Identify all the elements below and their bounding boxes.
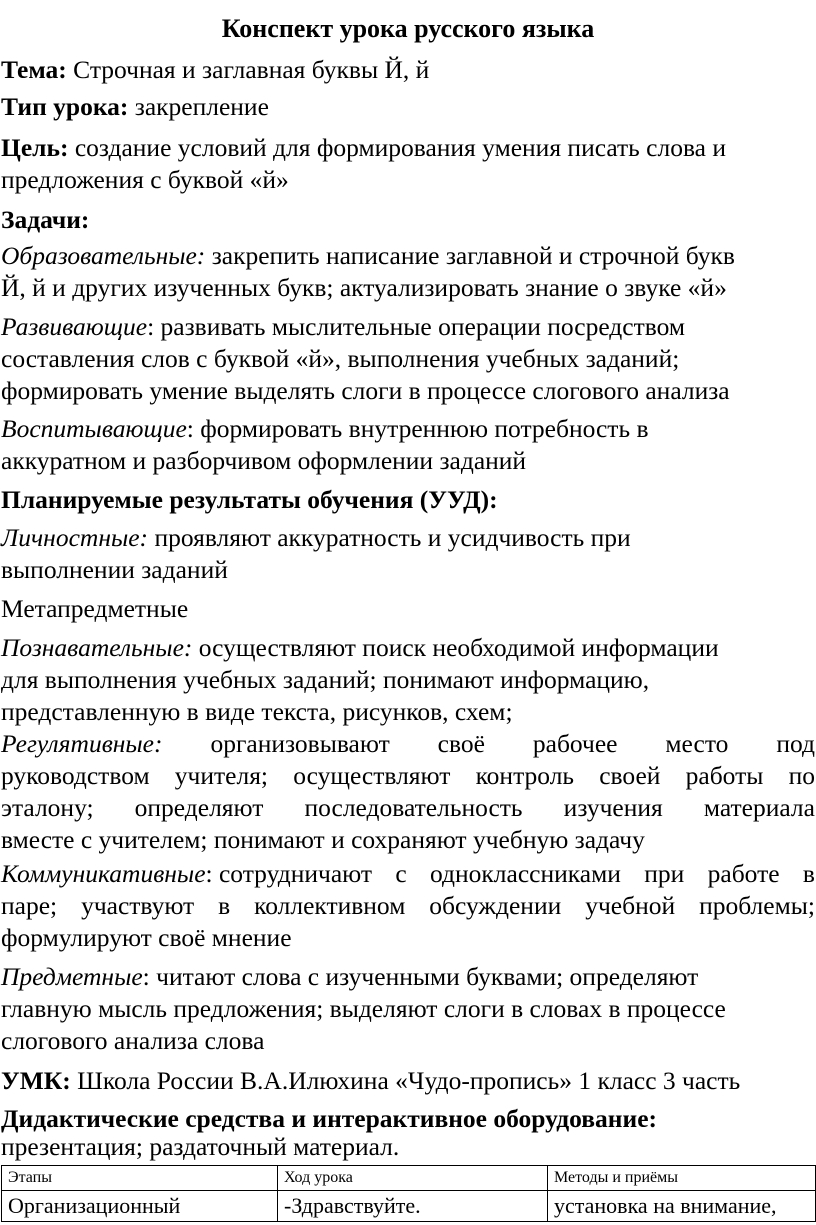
communicative-word: участвуют: [81, 891, 195, 920]
communicative-word: : сотрудничают: [205, 859, 373, 888]
lesson-type-line: [1, 91, 269, 123]
communicative-word: с: [395, 859, 407, 888]
umk-label: УМК:: [1, 1066, 71, 1095]
topic-text: Строчная и заглавная буквы Й, й: [66, 55, 430, 84]
regulatory-word: организовывают: [210, 729, 390, 758]
regulatory-word: под: [776, 729, 815, 758]
regulatory-word: контроль: [475, 761, 575, 790]
communicative-word: обсуждении: [429, 891, 562, 920]
regulatory-line-2: [1, 760, 815, 792]
topic-label: Тема:: [1, 55, 67, 84]
communicative-word: проблемы;: [699, 891, 815, 920]
regulatory-line-1: [1, 728, 815, 760]
table-cell: Организационный: [2, 1191, 278, 1222]
communicative-word: при: [644, 859, 685, 888]
personal-line-1: [1, 522, 631, 554]
regulatory-word: рабочее: [532, 729, 618, 758]
subject-line-3: слогового анализа слова: [1, 1026, 265, 1055]
regulatory-word: своё: [437, 729, 485, 758]
educational-line-1: [1, 240, 735, 272]
cognitive-text-1: осуществляют поиск необходимой информации: [192, 633, 719, 662]
goal-text-1: создание условий для формирования умения писать слова и: [68, 133, 726, 162]
goal-line-2: предложения с буквой «й»: [1, 165, 289, 194]
goal-label: Цель:: [1, 133, 69, 162]
developing-text-1: : развивать мыслительные операции посредством: [147, 312, 686, 341]
educational-label: Образовательные:: [1, 241, 206, 270]
subject-line-1: [1, 961, 698, 993]
cognitive-line-1: [1, 632, 719, 664]
upbringing-line-1: [1, 413, 649, 445]
communicative-line-3: формулируют своё мнение: [1, 923, 292, 952]
regulatory-line-3: [1, 792, 815, 824]
subject-label: Предметные: [1, 962, 143, 991]
regulatory-word: по: [788, 761, 815, 790]
table-cell: установка на внимание,: [548, 1191, 816, 1222]
table-cell: -Здравствуйте.: [278, 1191, 548, 1222]
results-heading: Планируемые результаты обучения (УУД):: [1, 485, 498, 514]
communicative-label: Коммуникативные: [1, 859, 206, 888]
table-header-row: [2, 1166, 816, 1191]
educational-text-1: закрепить написание заглавной и строчной букв: [205, 241, 735, 270]
regulatory-word: место: [665, 729, 729, 758]
regulatory-word: изучения: [563, 793, 663, 822]
personal-text-1: проявляют аккуратность и усидчивость при: [148, 523, 631, 552]
communicative-word: в: [802, 859, 815, 888]
goal-line-1: [1, 132, 726, 164]
communicative-word: работе: [707, 859, 780, 888]
subject-line-2: главную мысль предложения; выделяют слоги в словах в процессе: [1, 994, 726, 1023]
cognitive-label: Познавательные:: [1, 633, 193, 662]
lesson-table: [1, 1165, 816, 1222]
personal-label: Личностные:: [1, 523, 149, 552]
communicative-first: [1, 858, 372, 890]
umk-line: [1, 1065, 740, 1097]
tasks-heading: Задачи:: [1, 205, 90, 234]
regulatory-word: работы: [685, 761, 764, 790]
communicative-word: паре;: [1, 891, 58, 920]
developing-line-2: составления слов с буквой «й», выполнения учебных заданий;: [1, 344, 680, 373]
regulatory-line-4: вместе с учителем; понимают и сохраняют учебную задачу: [1, 825, 645, 854]
metasubject-heading: Метапредметные: [1, 594, 189, 623]
table-row: [2, 1191, 816, 1222]
cognitive-line-2: для выполнения учебных заданий; понимают информацию,: [1, 665, 650, 694]
communicative-line-2: [1, 890, 815, 922]
developing-line-1: [1, 311, 685, 343]
communicative-word: одноклассниками: [430, 859, 621, 888]
table-header-course: Ход урока: [278, 1166, 548, 1191]
communicative-word: коллективном: [254, 891, 406, 920]
upbringing-line-2: аккуратном и разборчивом оформлении заданий: [1, 446, 527, 475]
table-header-methods: Методы и приёмы: [548, 1166, 816, 1191]
cognitive-line-3: представленную в виде текста, рисунков, схем;: [1, 697, 513, 726]
table-header-stages: Этапы: [2, 1166, 278, 1191]
umk-text: Школа России В.А.Илюхина «Чудо-пропись» 1 класс 3 часть: [70, 1066, 741, 1095]
topic-line: [1, 54, 429, 86]
regulatory-word: учителя;: [174, 761, 269, 790]
personal-line-2: выполнении заданий: [1, 555, 228, 584]
didactic-text: презентация; раздаточный материал.: [1, 1132, 400, 1161]
regulatory-word: руководством: [1, 761, 150, 790]
communicative-word: в: [218, 891, 231, 920]
regulatory-word: последовательность: [304, 793, 523, 822]
lesson-type-text: закрепление: [128, 92, 269, 121]
developing-line-3: формировать умение выделять слоги в процессе слогового анализа: [1, 376, 730, 405]
upbringing-text-1: : формировать внутреннюю потребность в: [186, 414, 649, 443]
page-title: Конспект урока русского языка: [221, 14, 595, 43]
regulatory-word: эталону;: [1, 793, 94, 822]
didactic-heading: Дидактические средства и интерактивное оборудование:: [1, 1104, 658, 1133]
developing-label: Развивающие: [1, 312, 148, 341]
educational-line-2: Й, й и других изученных букв; актуализировать знание о звуке «й»: [1, 273, 727, 302]
subject-text-1: : читают слова с изученными буквами; определяют: [142, 962, 699, 991]
regulatory-word: материала: [703, 793, 815, 822]
regulatory-word: своей: [599, 761, 661, 790]
lesson-type-label: Тип урока:: [1, 92, 129, 121]
communicative-line-1: [1, 858, 815, 890]
regulatory-word: определяют: [134, 793, 264, 822]
communicative-word: учебной: [585, 891, 676, 920]
upbringing-label: Воспитывающие: [1, 414, 187, 443]
regulatory-label: Регулятивные:: [1, 729, 163, 758]
regulatory-word: осуществляют: [293, 761, 451, 790]
